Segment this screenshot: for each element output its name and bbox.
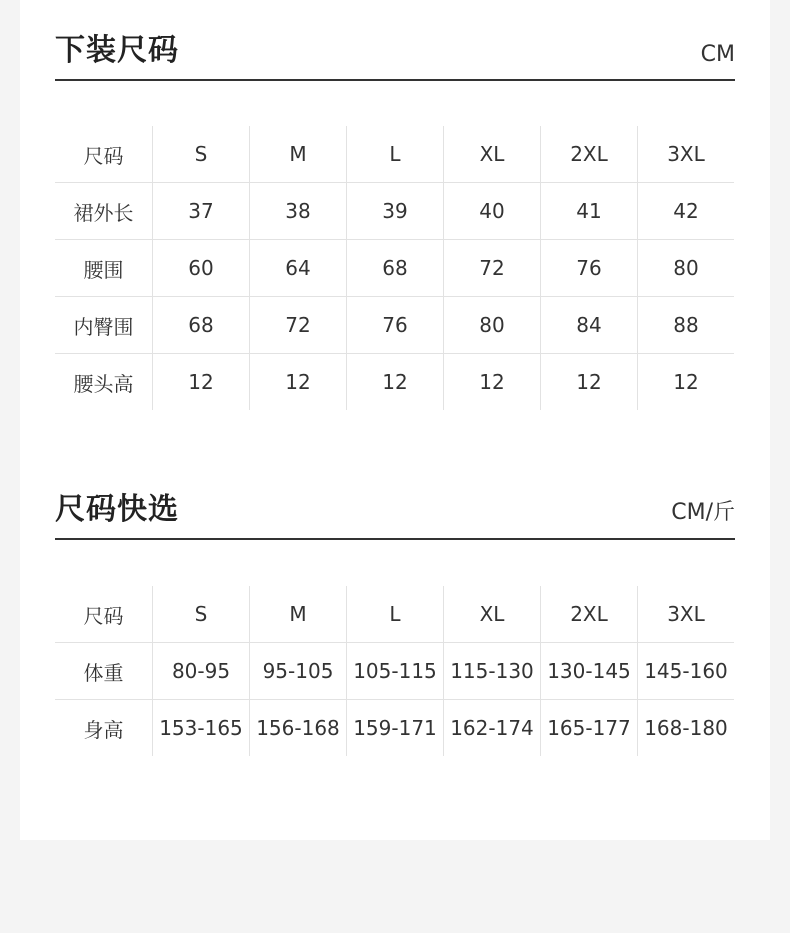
- table-cell: 76: [540, 240, 637, 297]
- table-header-size: 2XL: [540, 586, 637, 643]
- table-row-label: 裙外长: [55, 183, 152, 240]
- table-header-size: 2XL: [540, 126, 637, 183]
- table-cell: 68: [346, 240, 443, 297]
- table-cell: 165-177: [540, 700, 637, 756]
- table-cell: 12: [443, 354, 540, 410]
- table-cell: 39: [346, 183, 443, 240]
- table-cell: 76: [346, 297, 443, 354]
- table-cell: 38: [249, 183, 346, 240]
- quick-size-unit: CM/斤: [671, 500, 735, 525]
- table-cell: 12: [249, 354, 346, 410]
- table-cell: 153-165: [152, 700, 249, 756]
- table-cell: 162-174: [443, 700, 540, 756]
- quick-size-table: [55, 586, 734, 756]
- table-cell: 12: [637, 354, 734, 410]
- table-header-label: 尺码: [55, 126, 152, 183]
- table-header-size: M: [249, 126, 346, 183]
- table-row-label: 腰头高: [73, 371, 134, 396]
- quick-size-title: 尺码快选: [55, 492, 179, 527]
- table-cell: 159-171: [346, 700, 443, 756]
- table-row-label: 体重: [55, 643, 152, 700]
- table-cell: 64: [249, 240, 346, 297]
- table-cell: 84: [540, 297, 637, 354]
- bottoms-size-unit: CM: [700, 42, 735, 67]
- table-cell: 60: [152, 240, 249, 297]
- table-cell: 88: [637, 297, 734, 354]
- table-header-label: 尺码: [55, 586, 152, 643]
- table-row-label: 腰围: [55, 240, 152, 297]
- table-cell: 42: [637, 183, 734, 240]
- table-cell: 37: [152, 183, 249, 240]
- table-header-size: 3XL: [637, 586, 734, 643]
- table-cell: 68: [152, 297, 249, 354]
- table-cell: 41: [540, 183, 637, 240]
- table-header-size: M: [249, 586, 346, 643]
- table-header-size: 3XL: [637, 126, 734, 183]
- table-cell: 95-105: [249, 643, 346, 700]
- table-cell: 130-145: [540, 643, 637, 700]
- bottoms-size-title: 下装尺码: [55, 33, 179, 68]
- table-header-size: L: [346, 126, 443, 183]
- table-cell: 156-168: [249, 700, 346, 756]
- table-header-size: XL: [443, 586, 540, 643]
- table-cell: 80: [637, 240, 734, 297]
- quick-size-header: [55, 480, 735, 540]
- table-cell: 72: [443, 240, 540, 297]
- table-cell: 80: [443, 297, 540, 354]
- table-row-label: 身高: [83, 717, 124, 742]
- table-cell: 72: [249, 297, 346, 354]
- table-cell: 40: [443, 183, 540, 240]
- table-cell: 12: [152, 354, 249, 410]
- table-header-size: S: [152, 126, 249, 183]
- bottoms-size-header: [55, 20, 735, 81]
- table-cell: 145-160: [637, 643, 734, 700]
- table-cell: 115-130: [443, 643, 540, 700]
- table-header-size: XL: [443, 126, 540, 183]
- table-cell: 105-115: [346, 643, 443, 700]
- table-row-label: 内臀围: [55, 297, 152, 354]
- table-cell: 12: [346, 354, 443, 410]
- table-header-size: S: [152, 586, 249, 643]
- table-header-size: L: [346, 586, 443, 643]
- table-cell: 168-180: [637, 700, 734, 756]
- table-cell: 12: [540, 354, 637, 410]
- bottoms-size-table: [55, 126, 734, 410]
- table-cell: 80-95: [152, 643, 249, 700]
